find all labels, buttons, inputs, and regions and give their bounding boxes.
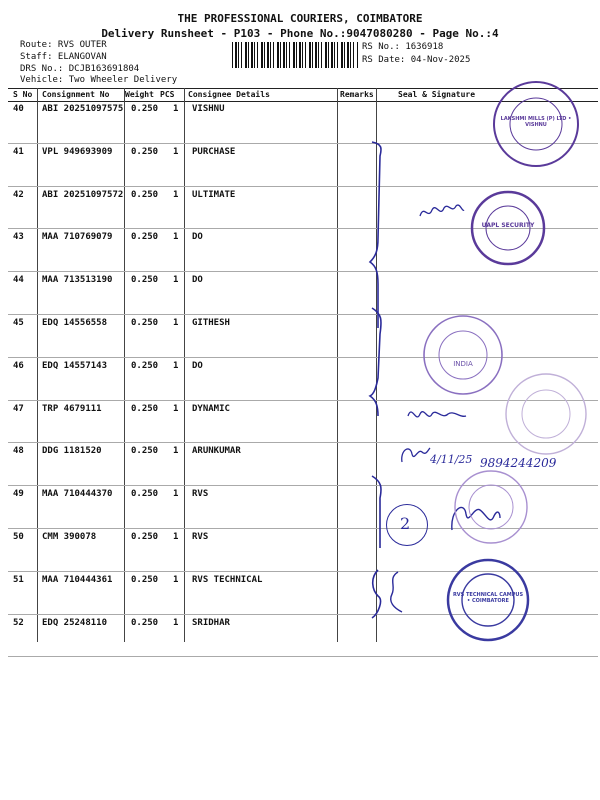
stamp-ring: [422, 314, 504, 396]
row-consignment: CMM 390078: [42, 531, 97, 542]
col-seal: Seal & Signature: [398, 90, 476, 99]
row-weight: 0.250: [131, 232, 159, 243]
row-consignment: MAA 710444361: [42, 574, 113, 585]
row-consignment: MAA 710769079: [42, 232, 113, 243]
row-consignee: DO: [192, 360, 203, 371]
row-pcs: 1: [173, 531, 179, 542]
col-consignee: Consignee Details: [188, 90, 270, 99]
row-consignee: ULTIMATE: [192, 189, 236, 200]
drs-number: DRS No.: DCJB163691804: [20, 64, 140, 74]
signature-image: [398, 442, 432, 468]
row-weight: 0.250: [131, 617, 159, 628]
col-sno: S No: [13, 90, 33, 99]
rvs-technical-stamp: [446, 558, 530, 642]
row-sno: 46: [13, 360, 24, 371]
row-pcs: 1: [173, 403, 179, 414]
row-consignee: RVS: [192, 531, 209, 542]
row-weight: 0.250: [131, 360, 159, 371]
row-pcs: 1: [173, 232, 179, 243]
stamp-text: RVS TECHNICAL CAMPUS • COIMBATORE: [452, 592, 524, 604]
row-pcs: 1: [173, 104, 179, 114]
row-weight: 0.250: [131, 531, 159, 542]
row-pcs: 1: [173, 360, 179, 371]
row-weight: 0.250: [131, 317, 159, 328]
row-consignment: MAA 713513190: [42, 275, 113, 286]
row-consignee: SRIDHAR: [192, 617, 230, 628]
row-pcs: 1: [173, 317, 179, 328]
row-sno: 41: [13, 146, 24, 157]
india-stamp: [422, 314, 504, 396]
row-sno: 44: [13, 275, 24, 286]
security-stamp: [470, 190, 546, 266]
row-consignee: DO: [192, 275, 203, 286]
lakshmi-mills-stamp: [492, 80, 580, 168]
row-consignment: ABI 20251097575: [42, 104, 124, 114]
vehicle-label: Vehicle: Two Wheeler Delivery: [20, 75, 178, 85]
row-weight: 0.250: [131, 489, 159, 500]
stamp-text: UAPL SECURITY: [481, 222, 535, 229]
row-sno: 49: [13, 489, 24, 500]
row-sno: 43: [13, 232, 24, 243]
row-weight: 0.250: [131, 574, 159, 585]
handwritten-brackets: [368, 138, 390, 638]
row-weight: 0.250: [131, 403, 159, 414]
document-title: THE PROFESSIONAL COURIERS, COIMBATORE: [177, 12, 423, 25]
row-consignee: ARUNKUMAR: [192, 446, 241, 457]
row-consignee: PURCHASE: [192, 146, 236, 157]
row-consignee: RVS TECHNICAL: [192, 574, 263, 585]
row-sno: 42: [13, 189, 24, 200]
row-pcs: 1: [173, 489, 179, 500]
table-row: [8, 315, 598, 358]
row-weight: 0.250: [131, 189, 159, 200]
row-consignment: MAA 710444370: [42, 489, 113, 500]
document-subtitle: Delivery Runsheet - P103 - Phone No.:9047080280 - Page No.:4: [101, 27, 499, 40]
col-pcs: PCS: [160, 90, 175, 99]
row-pcs: 1: [173, 617, 179, 628]
table-row: [8, 272, 598, 315]
row-sno: 52: [13, 617, 24, 628]
row-consignment: EDQ 25248110: [42, 617, 108, 628]
row-consignment: ABI 20251097572: [42, 189, 124, 200]
signature-image: [418, 200, 466, 224]
route-label: Route: RVS OUTER: [20, 40, 107, 50]
row-consignment: EDQ 14557143: [42, 360, 108, 371]
row-sno: 51: [13, 574, 24, 585]
row-consignment: VPL 949693909: [42, 146, 113, 157]
row-weight: 0.250: [131, 146, 159, 157]
row-consignment: TRP 4679111: [42, 403, 102, 414]
row-pcs: 1: [173, 446, 179, 457]
col-weight: Weight: [125, 90, 154, 99]
row-consignee: VISHNU: [192, 104, 225, 114]
row-sno: 48: [13, 446, 24, 457]
row-consignee: DO: [192, 232, 203, 243]
signature-image: [380, 568, 410, 616]
row-consignee: GITHESH: [192, 317, 230, 328]
barcode-image: [232, 42, 358, 68]
faint-stamp-image: [452, 468, 530, 546]
row-sno: 50: [13, 531, 24, 542]
row-consignment: EDQ 14556558: [42, 317, 108, 328]
row-weight: 0.250: [131, 104, 159, 114]
row-weight: 0.250: [131, 275, 159, 286]
col-consignment: Consignment No: [42, 90, 110, 99]
row-sno: 45: [13, 317, 24, 328]
circled-number: 2: [400, 514, 411, 533]
handwritten-date: 4/11/25: [430, 453, 473, 466]
signature-image: [404, 402, 470, 426]
row-consignment: DDG 1181520: [42, 446, 102, 457]
row-sno: 40: [13, 104, 24, 114]
stamp-text: INDIA: [453, 360, 473, 368]
circled-number-mark: [386, 504, 428, 546]
row-pcs: 1: [173, 275, 179, 286]
handwritten-phone: 9894244209: [480, 456, 557, 470]
faint-stamp-image: [504, 372, 588, 456]
row-sno: 47: [13, 403, 24, 414]
col-remarks: Remarks: [340, 90, 374, 99]
staff-label: Staff: ELANGOVAN: [20, 52, 107, 62]
rs-date: RS Date: 04-Nov-2025: [362, 55, 471, 65]
row-pcs: 1: [173, 574, 179, 585]
row-consignee: DYNAMIC: [192, 403, 230, 414]
row-pcs: 1: [173, 146, 179, 157]
row-consignee: RVS: [192, 489, 209, 500]
rs-number: RS No.: 1636918: [362, 42, 444, 52]
row-pcs: 1: [173, 189, 179, 200]
row-weight: 0.250: [131, 446, 159, 457]
stamp-text: LAKSHMI MILLS (P) LTD • VISHNU: [500, 116, 572, 128]
